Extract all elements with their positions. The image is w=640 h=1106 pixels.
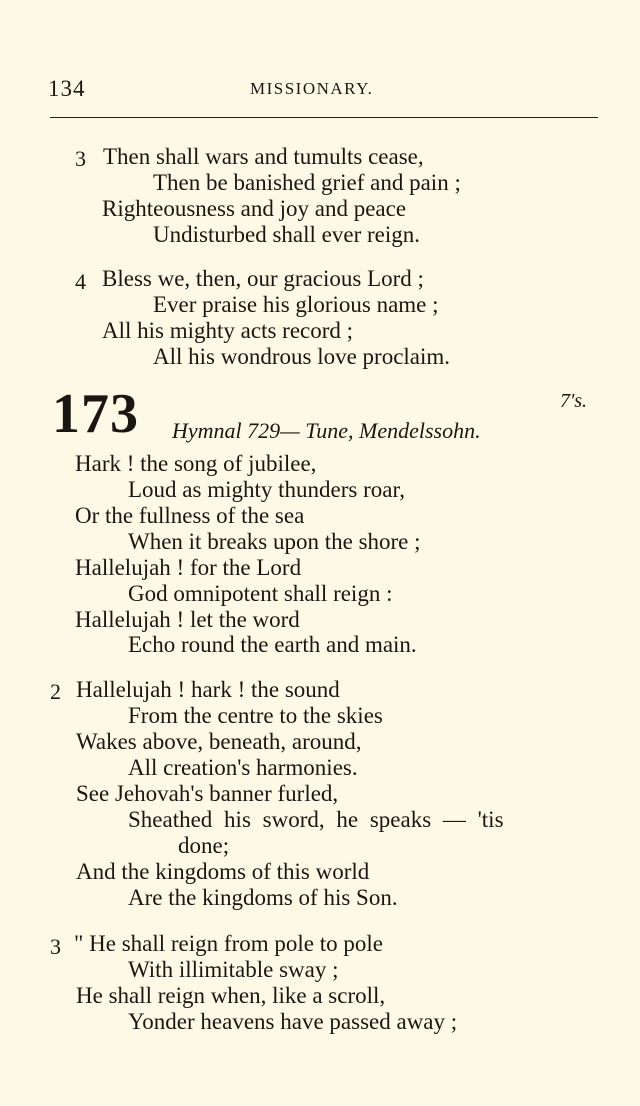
verse-line: Hallelujah ! hark ! the sound [76,677,340,702]
verse-line: Sheathed his sword, he speaks — 'tis [128,807,504,832]
verse-number: 4 [75,269,86,294]
verse-line: God omnipotent shall reign : [128,581,393,606]
running-title: MISSIONARY. [250,79,374,98]
verse-line: Then be banished grief and pain ; [153,170,461,195]
verse-line: Then shall wars and tumults cease, [103,144,424,169]
verse-line: Undisturbed shall ever reign. [153,222,420,247]
verse-number: 3 [50,934,61,959]
verse-line: Yonder heavens have passed away ; [128,1009,458,1034]
verse-line: " He shall reign from pole to pole [74,931,383,956]
verse-line: See Jehovah's banner furled, [76,781,339,806]
verse-line: Wakes above, beneath, around, [76,729,362,754]
verse-line: From the centre to the skies [128,703,383,728]
verse-line: With illimitable sway ; [128,957,339,982]
verse-line: Or the fullness of the sea [75,503,305,528]
hymn-number: 173 [52,383,139,445]
verse-line: All his mighty acts record ; [102,318,354,343]
verse-line: When it breaks upon the shore ; [128,529,421,554]
header-rule [50,117,598,118]
verse-line: He shall reign when, like a scroll, [76,983,386,1008]
verse-line: All his wondrous love proclaim. [153,344,451,369]
verse-number: 2 [50,679,61,704]
verse-line: And the kingdoms of this world [76,859,370,884]
verse-number: 3 [75,146,86,171]
verse-line: Loud as mighty thunders roar, [128,477,405,502]
verse-line: Hallelujah ! for the Lord [75,555,302,580]
verse-line: Bless we, then, our gracious Lord ; [102,266,424,291]
verse-line: Hark ! the song of jubilee, [75,451,317,476]
hymnal-reference: Hymnal 729— Tune, Mendelssohn. [172,418,481,443]
verse-line: Echo round the earth and main. [128,632,417,657]
verse-line: Ever praise his glorious name ; [153,292,439,317]
verse-line: Hallelujah ! let the word [75,607,300,632]
page-number: 134 [48,76,86,101]
verse-line: done; [178,833,230,858]
verse-line: Righteousness and joy and peace [102,196,407,221]
verse-line: All creation's harmonies. [128,755,358,780]
page-header [0,0,640,125]
hymn-meter: 7's. [560,390,588,412]
verse-line: Are the kingdoms of his Son. [128,885,398,910]
